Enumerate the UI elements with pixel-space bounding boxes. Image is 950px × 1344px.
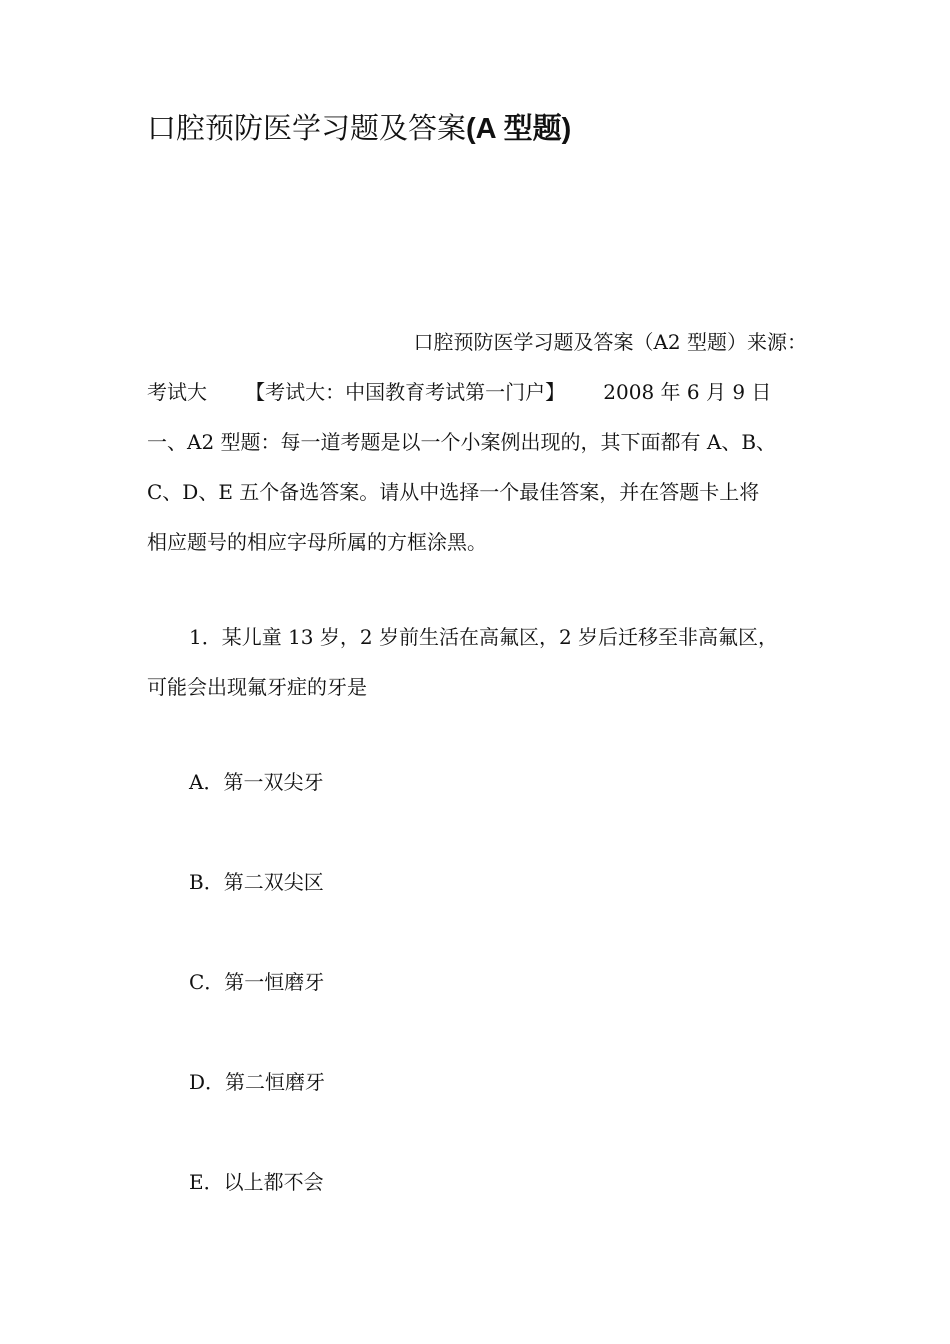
option-c: C．第一恒磨牙 — [189, 970, 325, 994]
option-e: E．以上都不会 — [189, 1170, 324, 1194]
intro-line-instructions-1: 一、A2 型题：每一道考题是以一个小案例出现的，其下面都有 A、B、 — [147, 430, 777, 454]
option-d: D．第二恒磨牙 — [189, 1070, 326, 1094]
question-text-line-1: 1．某儿童 13 岁，2 岁前生活在高氟区，2 岁后迁移至非高氟区， — [189, 625, 779, 649]
question-1 — [147, 612, 807, 712]
intro-line-source: 口腔预防医学习题及答案（A2 型题）来源： — [413, 330, 807, 354]
intro-paragraph — [147, 317, 807, 567]
title-latin: (A 型题) — [466, 113, 572, 145]
option-a: A．第一双尖牙 — [189, 770, 324, 794]
document-title — [147, 108, 571, 149]
option-b: B．第二双尖区 — [189, 870, 324, 894]
title-chinese: 口腔预防医学习题及答案 — [147, 111, 467, 145]
intro-line-instructions-2: C、D、E 五个备选答案。请从中选择一个最佳答案，并在答题卡上将 — [147, 480, 760, 504]
question-text-line-2: 可能会出现氟牙症的牙是 — [147, 675, 367, 699]
intro-line-instructions-3: 相应题号的相应字母所属的方框涂黑。 — [147, 530, 487, 554]
intro-line-date: 考试大 【考试大：中国教育考试第一门户】 2008 年 6 月 9 日 — [147, 380, 772, 404]
